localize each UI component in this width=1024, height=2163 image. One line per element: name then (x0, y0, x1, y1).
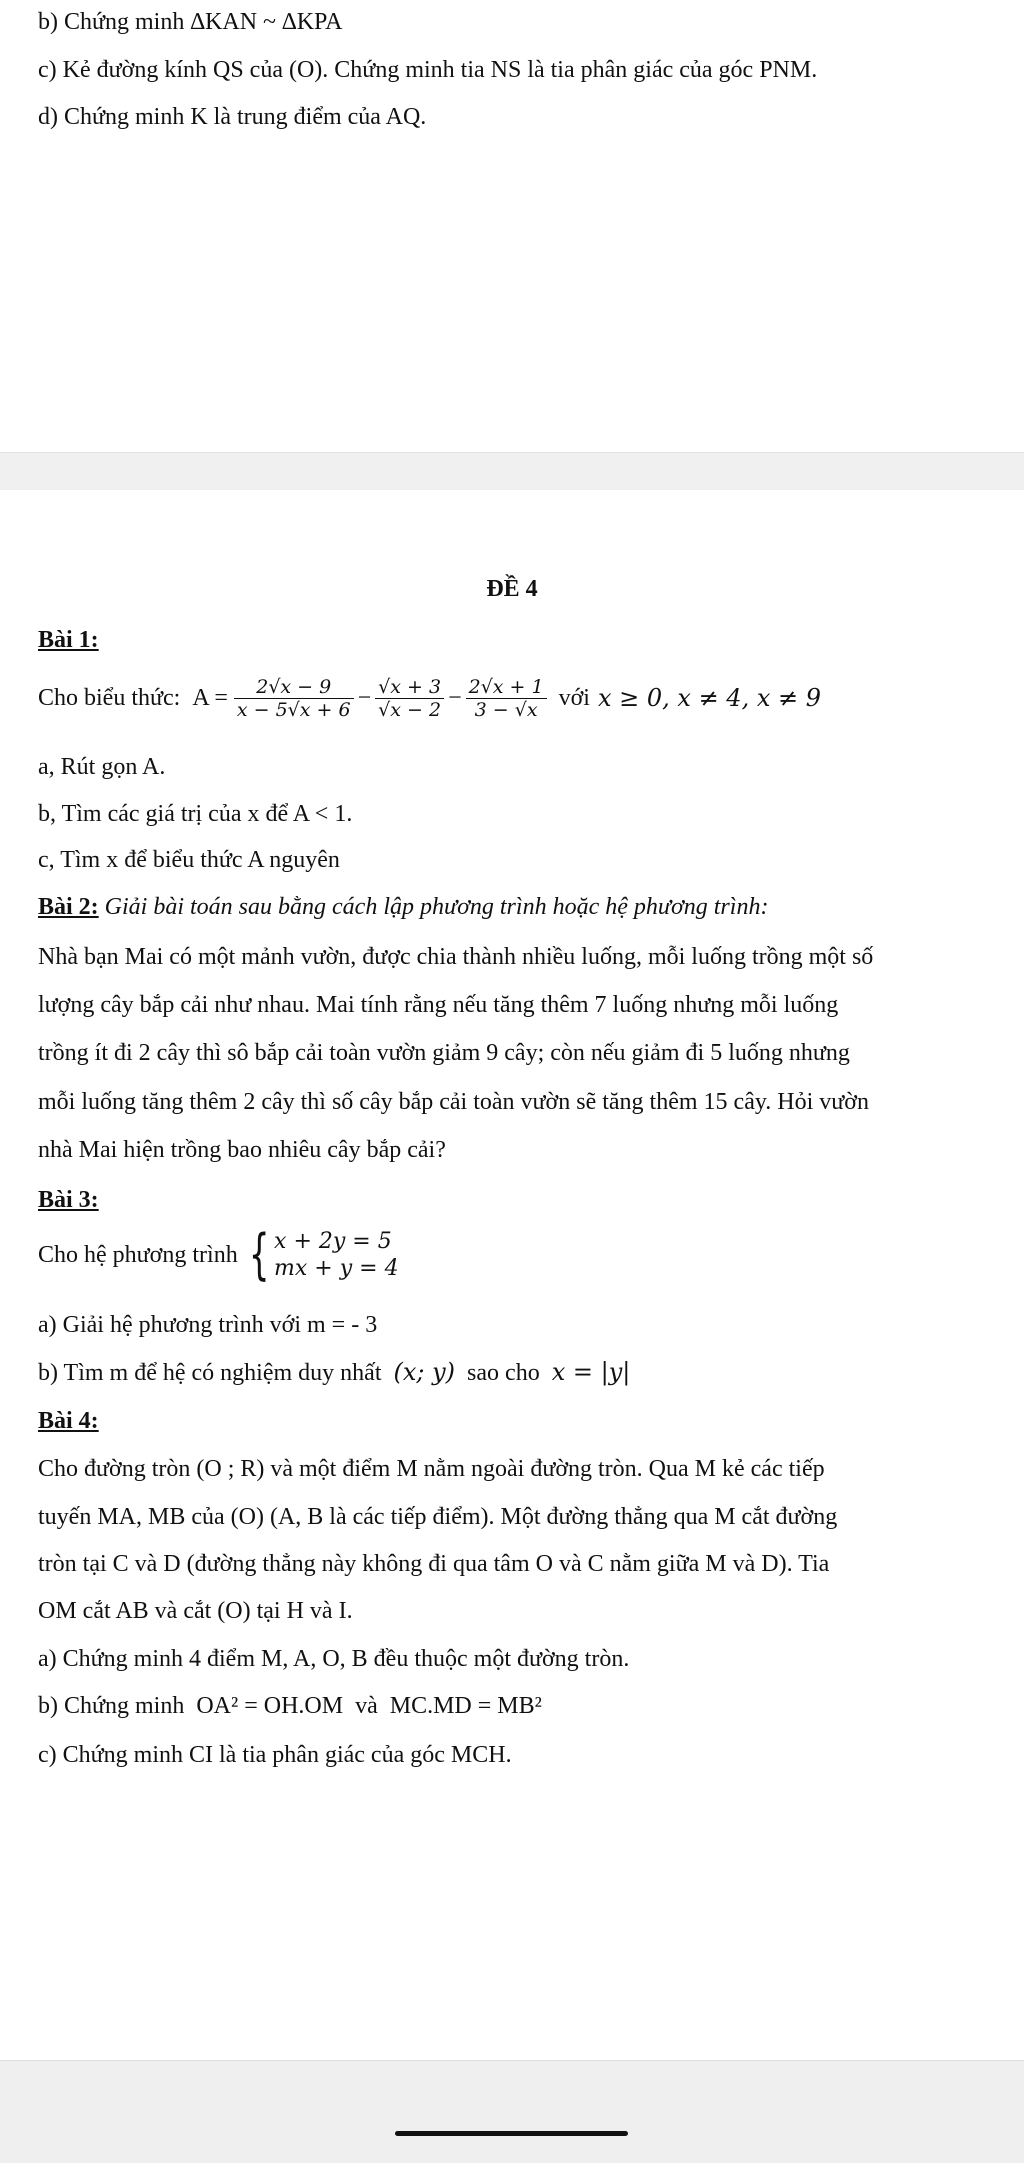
bai1-expression: Cho biểu thức: A = $\frac{2√x - 9}{x - 5√x + 6}$ − $\frac{√x + 3}{√x - 2}$ − $\frac{2√x + 1}{3 - √x}$ với x ≥ 0, x ≠ 4, x ≠ 9 (38, 675, 821, 721)
fraction-3-denominator: 3 − √x (474, 698, 538, 721)
bai3-b-cond: x = |y| (551, 1358, 631, 1386)
bai2-line: nhà Mai hiện trồng bao nhiêu cây bắp cải? (38, 1137, 446, 1163)
page1-item-b: b) Chứng minh ∆KAN ~ ∆KPA (38, 9, 343, 35)
page-gap (0, 452, 1024, 491)
bai4-item-c: c) Chứng minh CI là tia phân giác của góc MCH. (38, 1742, 512, 1768)
equation-2: mx + y = 4 (274, 1256, 399, 1281)
fraction-3-numerator: 2√x + 1 (466, 676, 547, 699)
bai1-item-c: c, Tìm x để biểu thức A nguyên (38, 847, 340, 873)
home-indicator[interactable] (395, 2131, 628, 2136)
bai3-system (38, 1225, 399, 1285)
bai4-item-a: a) Chứng minh 4 điểm M, A, O, B đều thuộc một đường tròn. (38, 1646, 630, 1672)
bai1-item-a: a, Rút gọn A. (38, 754, 166, 780)
bai3-item-a: a) Giải hệ phương trình với m = - 3 (38, 1312, 378, 1338)
bai4-heading: Bài 4: (38, 1408, 99, 1434)
bai2-heading: Bài 2: (38, 894, 99, 920)
brace-symbol: { (248, 1223, 270, 1286)
condition-word: với (558, 684, 590, 711)
bai3-item-b (38, 1357, 630, 1388)
bai1-intro: Cho biểu thức: (38, 684, 181, 711)
bai4-line: tuyến MA, MB của (O) (A, B là các tiếp điểm). Một đường thẳng qua M cắt đường (38, 1504, 838, 1530)
bai3-b-mid: sao cho (467, 1360, 540, 1386)
fraction-1-denominator: x − 5√x + 6 (236, 698, 351, 721)
bai4-line: tròn tại C và D (đường thẳng này không đi qua tâm O và C nằm giữa M và D). Tia (38, 1551, 830, 1577)
bai4-line: Cho đường tròn (O ; R) và một điểm M nằm ngoài đường tròn. Qua M kẻ các tiếp (38, 1456, 825, 1482)
page-1 (0, 0, 1024, 452)
bai4-b-and: và (355, 1693, 378, 1719)
bai3-heading: Bài 3: (38, 1187, 99, 1213)
fraction-1 (234, 676, 354, 721)
page-gap-bottom (0, 2060, 1024, 2163)
bai3-b-pair: (x; y) (393, 1358, 456, 1386)
bai2-line: trồng ít đi 2 cây thì sô bắp cải toàn vườn giảm 9 cây; còn nếu giảm đi 5 luống nhưng (38, 1040, 850, 1066)
fraction-3 (466, 676, 547, 721)
bai4-b-eq2: MC.MD = MB² (389, 1693, 542, 1719)
fraction-2-denominator: √x − 2 (378, 698, 442, 721)
bai1-item-b: b, Tìm các giá trị của x để A < 1. (38, 801, 353, 827)
bai4-b-eq1: OA² = OH.OM (196, 1693, 344, 1719)
fraction-1-numerator: 2√x − 9 (234, 676, 354, 699)
bai1-heading: Bài 1: (38, 627, 99, 653)
fraction-2 (375, 676, 444, 721)
fraction-2-numerator: √x + 3 (375, 676, 444, 699)
condition: x ≥ 0, x ≠ 4, x ≠ 9 (597, 684, 821, 712)
exam-title: ĐỀ 4 (486, 576, 538, 602)
bai3-intro: Cho hệ phương trình (38, 1241, 238, 1268)
bai4-line: OM cắt AB và cắt (O) tại H và I. (38, 1598, 353, 1624)
page-2 (0, 490, 1024, 2060)
page1-item-c: c) Kẻ đường kính QS của (O). Chứng minh tia NS là tia phân giác của góc PNM. (38, 57, 818, 83)
bai4-b-text: b) Chứng minh (38, 1693, 185, 1719)
bai4-item-b (38, 1691, 542, 1721)
bai2-line: Nhà bạn Mai có một mảnh vườn, được chia thành nhiều luống, mỗi luống trồng một số (38, 944, 874, 970)
bai2-line: lượng cây bắp cải như nhau. Mai tính rằng nếu tăng thêm 7 luống nhưng mỗi luống (38, 992, 839, 1018)
bai2-line: mỗi luống tăng thêm 2 cây thì số cây bắp cải toàn vườn sẽ tăng thêm 15 cây. Hỏi vườn (38, 1089, 869, 1115)
bai3-b-text: b) Tìm m để hệ có nghiệm duy nhất (38, 1360, 382, 1386)
expr-lhs: A = (192, 684, 228, 711)
page1-item-d: d) Chứng minh K là trung điểm của AQ. (38, 104, 427, 130)
equation-system (274, 1228, 399, 1282)
bai2-header-line (38, 892, 768, 922)
bai2-instruction: Giải bài toán sau bằng cách lập phương trình hoặc hệ phương trình: (104, 894, 769, 920)
equation-1: x + 2y = 5 (274, 1229, 392, 1254)
